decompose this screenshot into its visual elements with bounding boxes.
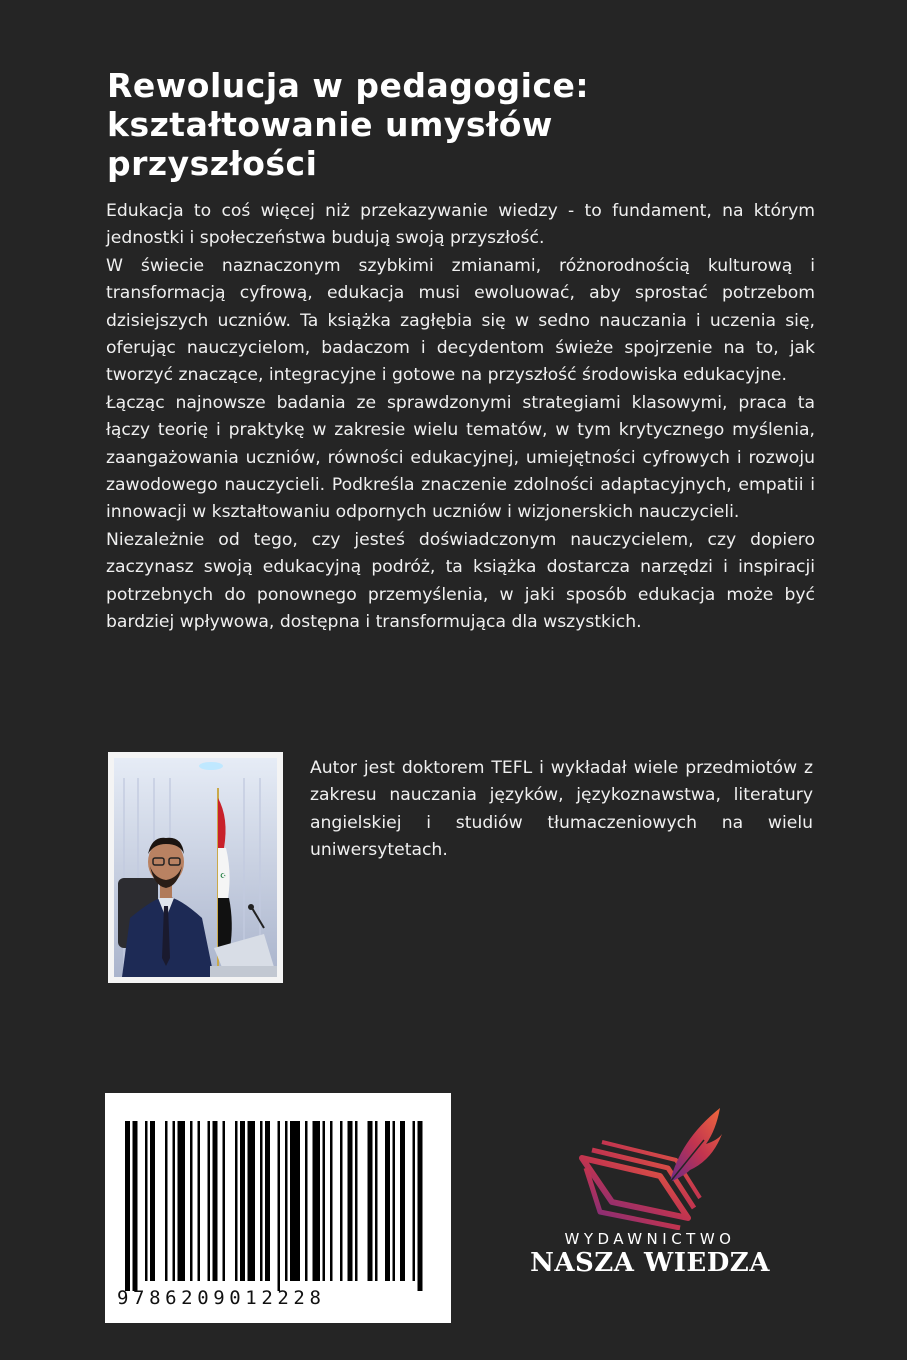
barcode-bar [173,1121,176,1281]
publisher-name: NASZA WIEDZA [530,1248,770,1278]
barcode-bar [413,1121,416,1281]
barcode-bar [190,1121,193,1281]
barcode-bar [313,1121,321,1281]
blurb-paragraph-3: Łącząc najnowsze badania ze sprawdzonymi strategiami klasowymi, praca ta łączy teorię i praktykę w zakresie wielu tematów, w tym krytycznego myślenia, zaangażowania uczniów, równości edukacyjnej, umiejętności cyfrowych i rozwoju zawodowego nauczycieli. Podkreśla znaczenie zdolności adaptacyjnych, empatii i innowacji w kształtowaniu odpornych uczniów i wizjonerskich nauczycieli. [106,392,815,523]
title-line-2: kształtowanie umysłów [107,105,553,144]
barcode-bar [165,1121,168,1281]
barcode-bar [125,1121,130,1291]
barcode-bar [278,1121,281,1291]
barcode-bar [145,1121,148,1281]
barcode-bar [208,1121,211,1281]
barcode-bar [355,1121,358,1281]
book-blurb [106,198,815,637]
title-line-1: Rewolucja w pedagogice: [107,66,590,105]
barcode-bar [150,1121,155,1281]
isbn-barcode [105,1093,451,1323]
publisher-logo [520,1100,780,1290]
barcode-bar [368,1121,373,1281]
barcode-bar [393,1121,396,1281]
publisher-label: WYDAWNICTWO [564,1230,736,1248]
author-photo [114,758,277,977]
svg-text:☪: ☪ [220,872,227,880]
title-line-3: przyszłości [107,144,318,183]
barcode-bar [400,1121,405,1281]
barcode-bar [340,1121,343,1281]
barcode-bar [240,1121,245,1281]
barcode-bar [198,1121,201,1281]
barcode-bar [260,1121,263,1281]
barcode-bar [418,1121,423,1291]
barcode-bar [213,1121,218,1281]
barcode-bar [323,1121,326,1281]
barcode-bar [290,1121,300,1281]
author-portrait-illustration [114,758,277,977]
barcode-bar [133,1121,138,1291]
barcode-bar [348,1121,353,1281]
blurb-paragraph-4: Niezależnie od tego, czy jesteś doświadczonym nauczycielem, czy dopiero zaczynasz swoją edukacyjną podróż, ta książka dostarcza narzędzi i inspiracji potrzebnych do ponownego przemyślenia, w jaki sposób edukacja może być bardziej wpływowa, dostępna i transformująca dla wszystkich. [106,529,815,633]
barcode-bar [285,1121,288,1281]
barcode-bar [235,1121,238,1281]
barcode-bar [223,1121,226,1281]
barcode-bar [385,1121,390,1281]
blurb-paragraph-2: W świecie naznaczonym szybkimi zmianami, różnorodnością kulturową i transformacją cyfrową, edukacja musi ewoluować, aby sprostać potrzebom dzisiejszych uczniów. Ta książka zagłębia się w sedno nauczania i uczenia się, oferując nauczycielom, badaczom i decydentom świeże spojrzenie na to, jak tworzyć znaczące, integracyjne i gotowe na przyszłość środowiska edukacyjne. [106,255,815,386]
barcode-bar [178,1121,186,1281]
barcode-digits: 9786209012228 [117,1287,326,1309]
author-photo-frame [108,752,283,983]
barcode-bar [330,1121,333,1281]
book-title [107,66,807,183]
book-quill-icon [520,1100,780,1230]
blurb-paragraph-1: Edukacja to coś więcej niż przekazywanie wiedzy - to fundament, na którym jednostki i społeczeństwa budują swoją przyszłość. [106,201,815,249]
barcode-bar [265,1121,270,1281]
barcode-bar [248,1121,256,1281]
barcode-bar [375,1121,378,1281]
author-bio: Autor jest doktorem TEFL i wykładał wiele przedmiotów z zakresu nauczania języków, językoznawstwa, literatury angielskiej i studiów tłumaczeniowych na wielu uniwersytetach. [310,758,813,861]
barcode-bar [305,1121,308,1281]
